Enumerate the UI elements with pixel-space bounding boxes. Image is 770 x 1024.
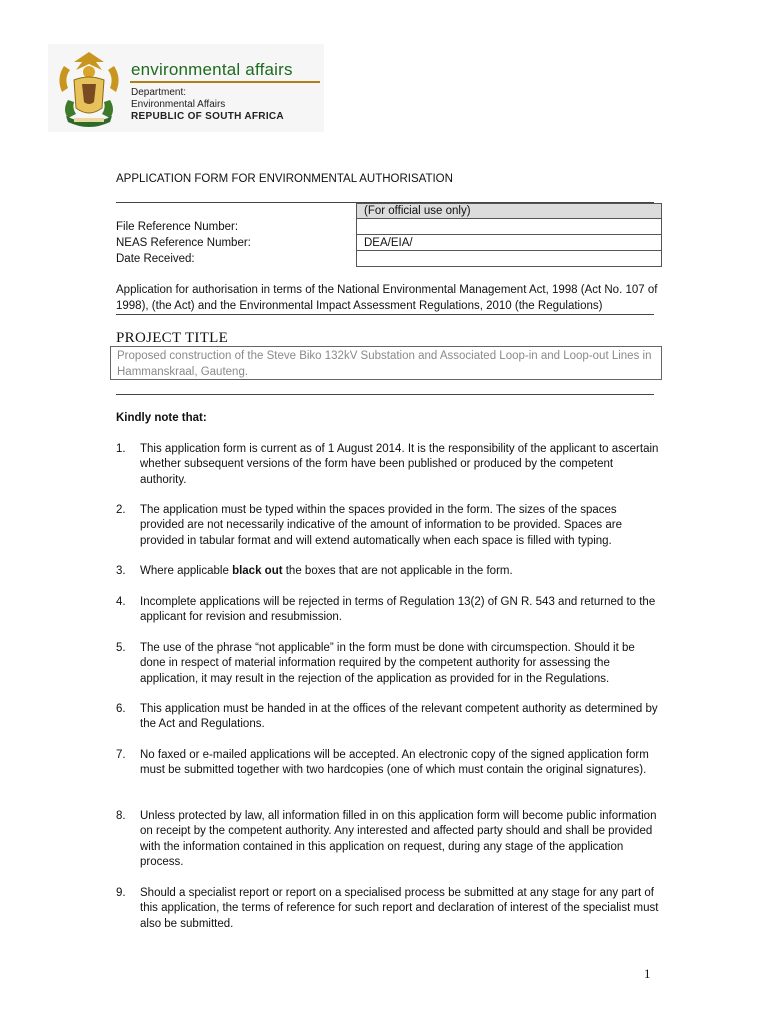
- project-title-field[interactable]: Proposed construction of the Steve Biko 132kV Substation and Associated Loop-in and Loop-out Lines in Hammanskraal, Gauteng.: [110, 346, 662, 380]
- list-item-text: [140, 564, 660, 579]
- divider: [116, 314, 654, 315]
- list-item-number: 8.: [116, 810, 126, 822]
- list-item-text: No faxed or e-mailed applications will be accepted. An electronic copy of the signed application form must be submitted together with two hardcopies (one of which must contain the original signatures).: [140, 749, 649, 777]
- list-item-text: Unless protected by law, all information filled in on this application form will become public information on receipt by the competent authority. Any interested and affected party should and shall be provided with the information contained in this application on request, during any stage of the application process.: [140, 810, 657, 869]
- list-item-text: This application form is current as of 1 August 2014. It is the responsibility of the applicant to ascertain whether subsequent versions of the form have been published or produced by the competent authority.: [140, 443, 659, 486]
- list-item-text: Incomplete applications will be rejected in terms of Regulation 13(2) of GN R. 543 and returned to the applicant for revision and resubmission.: [140, 596, 656, 624]
- list-item: [116, 442, 662, 490]
- text-run: Where applicable: [140, 565, 233, 577]
- list-item: [116, 564, 662, 580]
- brand-name: environmental affairs: [131, 60, 293, 79]
- department-line: Environmental Affairs: [131, 99, 226, 110]
- file-reference-label: File Reference Number:: [116, 221, 239, 233]
- neas-reference-field[interactable]: DEA/EIA/: [356, 234, 662, 251]
- list-item-number: 4.: [116, 596, 126, 608]
- form-title: APPLICATION FORM FOR ENVIRONMENTAL AUTHORISATION: [116, 173, 453, 185]
- list-item-text: This application must be handed in at the offices of the relevant competent authority as determined by the Act and Regulations.: [140, 703, 658, 731]
- page-number: 1: [644, 966, 651, 981]
- letterhead: [48, 44, 324, 132]
- official-use-header: (For official use only): [356, 203, 662, 219]
- list-item: [116, 702, 662, 734]
- list-item-number: 9.: [116, 887, 126, 899]
- date-received-label: Date Received:: [116, 253, 195, 265]
- list-item-number: 3.: [116, 565, 126, 577]
- divider: [116, 394, 654, 395]
- list-item: [116, 595, 662, 627]
- list-item: [116, 503, 662, 551]
- list-item: [116, 809, 662, 871]
- file-reference-field[interactable]: [356, 218, 662, 235]
- list-item-number: 2.: [116, 504, 126, 516]
- project-title-heading: PROJECT TITLE: [116, 330, 229, 346]
- list-item: [116, 886, 662, 934]
- date-received-field[interactable]: [356, 250, 662, 267]
- neas-reference-label: NEAS Reference Number:: [116, 237, 251, 249]
- list-item: [116, 748, 662, 796]
- list-item-text: Should a specialist report or report on a specialised process be submitted at any stage for any part of this application, the terms of reference for such report and declaration of interest of the specialist must also be submitted.: [140, 887, 659, 930]
- department-line: Department:: [131, 87, 187, 98]
- text-run: the boxes that are not applicable in the form.: [282, 565, 513, 577]
- country-line: REPUBLIC OF SOUTH AFRICA: [131, 111, 284, 122]
- list-item: [116, 641, 662, 689]
- list-item-text: The use of the phrase “not applicable” in the form must be done with circumspection. Should it be done in respect of material information required by the competent authority for assessing the application, it may result in the rejection of the application as provided for in the Regulations.: [140, 642, 635, 685]
- bold-text-run: black out: [232, 565, 283, 577]
- department-block: [131, 87, 284, 123]
- list-item-text: The application must be typed within the spaces provided in the form. The sizes of the spaces provided are not necessarily indicative of the amount of information to be provided. Spaces are provided in tabular format and will extend automatically when each space is filled with typing.: [140, 504, 623, 547]
- list-item-number: 7.: [116, 749, 126, 761]
- list-item-number: 5.: [116, 642, 126, 654]
- south-africa-coat-of-arms-icon: [54, 48, 124, 128]
- intro-paragraph: Application for authorisation in terms of the National Environmental Management Act, 1998 (Act No. 107 of 1998), (the Act) and the Environmental Impact Assessment Regulations, 2010 (the Regulations): [116, 284, 658, 312]
- list-item-number: 1.: [116, 443, 126, 455]
- list-item-number: 6.: [116, 703, 126, 715]
- notes-heading: Kindly note that:: [116, 412, 207, 424]
- brand-divider: [130, 81, 320, 83]
